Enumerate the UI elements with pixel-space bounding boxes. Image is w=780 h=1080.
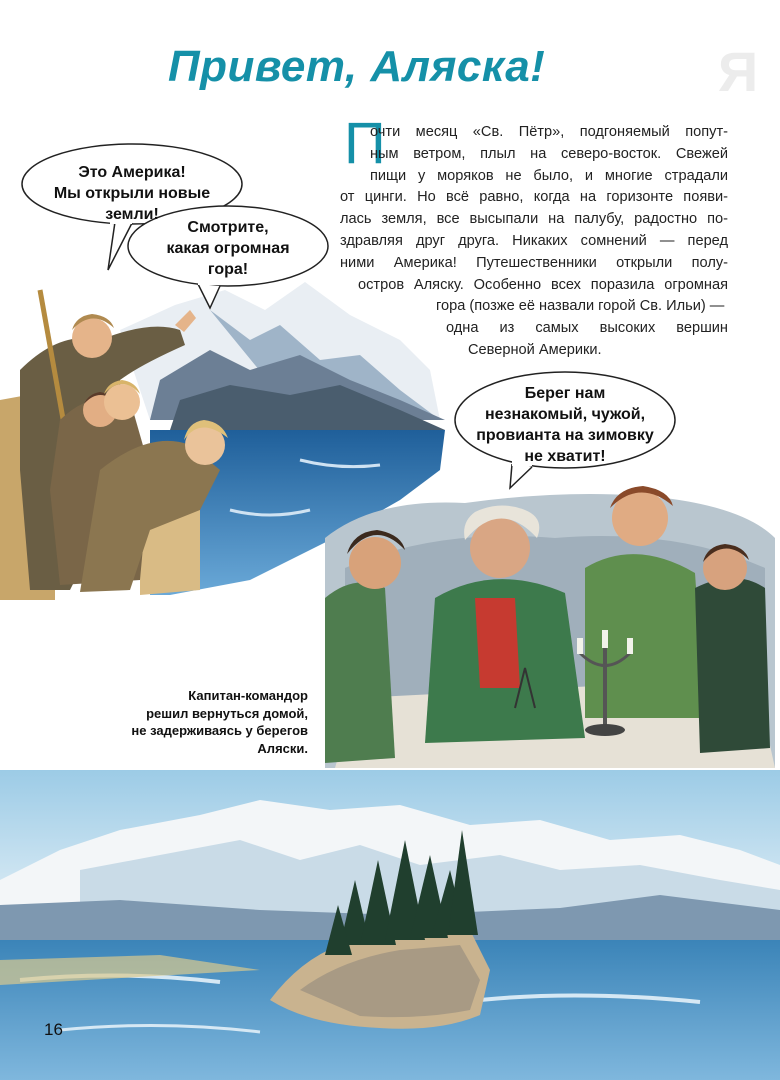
story-line: здравляя друг друга. Никаких сомнений — перед <box>340 232 728 249</box>
faded-corner-letter: Я <box>718 42 759 102</box>
story-line: пищи у моряков не было, и многие страдали <box>370 167 728 184</box>
story-line: остров Аляску. Особенно всех поразила огромная <box>358 276 728 293</box>
bubble-line: незнакомый, чужой, <box>484 406 646 423</box>
story-line: гора (позже её назвали горой Св. Ильи) — <box>436 298 725 315</box>
bubble-line: Берег нам <box>524 385 606 402</box>
caption-line: Капитан-командор <box>188 688 308 703</box>
speech-bubble-provisions <box>458 383 672 467</box>
bubble-line: Мы открыли новые <box>53 185 211 202</box>
page-number: 16 <box>44 1020 63 1039</box>
story-line: Северной Америки. <box>468 341 602 358</box>
illustration-landscape-island <box>0 770 780 1080</box>
page-title: Привет, Аляска! <box>168 42 546 91</box>
story-line: очти месяц «Св. Пётр», подгоняемый попут- <box>370 124 728 140</box>
illustration-captain-officers <box>315 478 780 768</box>
bubble-line: не хватит! <box>524 448 606 465</box>
story-line: одна из самых высоких вершин <box>446 320 728 337</box>
speech-bubble-america <box>40 162 224 225</box>
illustration-caption <box>120 687 308 757</box>
caption-line: решил вернуться домой, <box>146 705 308 721</box>
story-line: ними Америка! Путешественники открыли полу- <box>340 254 728 271</box>
bubble-line: Смотрите, <box>187 219 269 236</box>
bubble-line: земли! <box>105 206 159 223</box>
story-line: от цинги. Но всё равно, когда на горизонте появи- <box>340 189 728 206</box>
drop-cap: П <box>344 111 386 176</box>
speech-bubble-mountain <box>148 217 308 280</box>
caption-line: не задерживаясь у берегов <box>131 723 308 738</box>
story-line: ным ветром, плыл на северо-восток. Свежей <box>370 145 728 162</box>
bubble-line: гора! <box>207 261 249 278</box>
bubble-line: Это Америка! <box>78 164 186 181</box>
bubble-line: какая огромная <box>166 240 290 257</box>
story-line: лась земля, все высыпали на палубу, радостно по- <box>340 211 728 228</box>
bubble-line: провианта на зимовку <box>476 427 654 444</box>
caption-line: Аляски. <box>257 740 308 756</box>
